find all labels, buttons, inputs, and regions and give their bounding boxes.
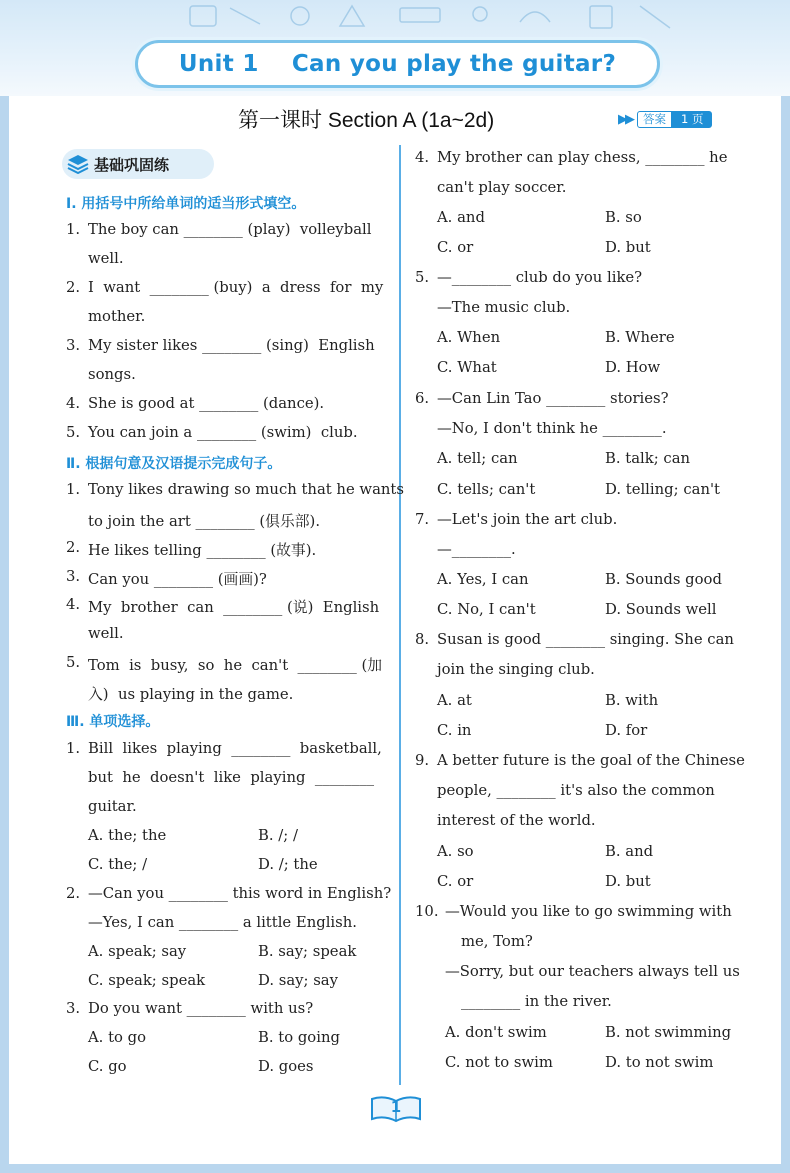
question-number: 9. bbox=[415, 752, 430, 769]
unit-title: Unit 1 Can you play the guitar? bbox=[178, 51, 617, 77]
option-b[interactable]: B. Where bbox=[605, 329, 675, 346]
option-d[interactable]: D. How bbox=[605, 359, 661, 376]
question-number: 3. bbox=[66, 568, 81, 585]
question-number: 2. bbox=[66, 885, 81, 902]
column-divider bbox=[399, 145, 401, 1085]
option-a[interactable]: A. speak; say bbox=[88, 943, 187, 960]
question-number: 3. bbox=[66, 337, 81, 354]
option-b[interactable]: B. say; speak bbox=[258, 943, 357, 960]
question-number: 6. bbox=[415, 390, 430, 407]
question-number: 2. bbox=[66, 539, 81, 556]
question-number: 10. bbox=[415, 903, 439, 920]
option-d[interactable]: D. to not swim bbox=[605, 1054, 714, 1071]
question-number: 7. bbox=[415, 511, 430, 528]
question-number: 2. bbox=[66, 279, 81, 296]
part2-title: Ⅱ. 根据句意及汉语提示完成句子。 bbox=[66, 456, 282, 472]
option-b[interactable]: B. /; / bbox=[258, 827, 298, 844]
question-text: My brother can ________ (说) English bbox=[88, 599, 380, 616]
option-c[interactable]: C. the; / bbox=[88, 856, 148, 873]
part1-title: Ⅰ. 用括号中所给单词的适当形式填空。 bbox=[66, 196, 306, 212]
option-a[interactable]: A. When bbox=[437, 329, 501, 346]
block-title: 基础巩固练 bbox=[94, 155, 170, 174]
option-a[interactable]: A. don't swim bbox=[445, 1024, 547, 1041]
question-text: me, Tom? bbox=[461, 933, 533, 950]
question-text: You can join a ________ (swim) club. bbox=[88, 424, 358, 441]
double-arrow-icon: ▶▶ bbox=[618, 111, 632, 127]
question-text: well. bbox=[88, 625, 124, 642]
option-c[interactable]: C. No, I can't bbox=[437, 601, 536, 618]
question-number: 3. bbox=[66, 1000, 81, 1017]
option-b[interactable]: B. talk; can bbox=[605, 450, 691, 467]
question-text: Do you want ________ with us? bbox=[88, 1000, 314, 1017]
page-header bbox=[0, 0, 790, 96]
part3-title: Ⅲ. 单项选择。 bbox=[66, 714, 160, 730]
option-b[interactable]: B. not swimming bbox=[605, 1024, 732, 1041]
question-text: guitar. bbox=[88, 798, 137, 815]
option-a[interactable]: A. the; the bbox=[88, 827, 167, 844]
question-text: She is good at ________ (dance). bbox=[88, 395, 325, 412]
option-c[interactable]: C. What bbox=[437, 359, 497, 376]
question-text: but he doesn't like playing ________ bbox=[88, 769, 375, 786]
option-a[interactable]: A. at bbox=[437, 692, 472, 709]
question-text: —Would you like to go swimming with bbox=[445, 903, 732, 920]
question-number: 8. bbox=[415, 631, 430, 648]
option-d[interactable]: D. but bbox=[605, 239, 651, 256]
answer-label: 答案 bbox=[637, 111, 672, 128]
question-text: —Can Lin Tao ________ stories? bbox=[437, 390, 669, 407]
option-a[interactable]: A. tell; can bbox=[437, 450, 518, 467]
option-b[interactable]: B. with bbox=[605, 692, 659, 709]
question-text: —Can you ________ this word in English? bbox=[88, 885, 392, 902]
question-text: Tom is busy, so he can't ________ (加 bbox=[88, 657, 383, 674]
question-text: —Yes, I can ________ a little English. bbox=[88, 914, 357, 931]
question-text: Bill likes playing ________ basketball, bbox=[88, 740, 382, 757]
option-d[interactable]: D. Sounds well bbox=[605, 601, 717, 618]
question-text: interest of the world. bbox=[437, 812, 596, 829]
question-number: 4. bbox=[66, 596, 81, 613]
option-a[interactable]: A. so bbox=[437, 843, 474, 860]
question-text: Susan is good ________ singing. She can bbox=[437, 631, 734, 648]
option-c[interactable]: C. not to swim bbox=[445, 1054, 553, 1071]
question-text: The boy can ________ (play) volleyball bbox=[88, 221, 372, 238]
option-d[interactable]: D. telling; can't bbox=[605, 481, 720, 498]
option-d[interactable]: D. /; the bbox=[258, 856, 318, 873]
option-c[interactable]: C. or bbox=[437, 873, 474, 890]
page-number: 1 bbox=[390, 1098, 402, 1116]
answer-badge[interactable] bbox=[618, 110, 712, 128]
option-c[interactable]: C. tells; can't bbox=[437, 481, 536, 498]
block-title-pill bbox=[62, 149, 214, 179]
option-c[interactable]: C. or bbox=[437, 239, 474, 256]
question-text: —Let's join the art club. bbox=[437, 511, 618, 528]
question-text: can't play soccer. bbox=[437, 179, 567, 196]
question-number: 1. bbox=[66, 221, 81, 238]
layers-icon bbox=[62, 149, 94, 179]
section-title: 第一课时 Section A (1a~2d) bbox=[238, 109, 495, 132]
answer-page: 1 页 bbox=[672, 111, 712, 128]
unit-title-banner bbox=[135, 40, 660, 88]
option-d[interactable]: D. goes bbox=[258, 1058, 314, 1075]
question-text: to join the art ________ (俱乐部). bbox=[88, 513, 321, 530]
question-text: A better future is the goal of the Chinese bbox=[437, 752, 745, 769]
question-text: —No, I don't think he ________. bbox=[437, 420, 667, 437]
page-number-badge bbox=[368, 1093, 424, 1125]
option-c[interactable]: C. speak; speak bbox=[88, 972, 206, 989]
question-text: ________ in the river. bbox=[461, 993, 612, 1010]
option-a[interactable]: A. to go bbox=[88, 1029, 147, 1046]
question-number: 4. bbox=[66, 395, 81, 412]
question-number: 1. bbox=[66, 481, 81, 498]
question-text: He likes telling ________ (故事). bbox=[88, 542, 317, 559]
header-doodles-decoration bbox=[170, 2, 690, 32]
option-b[interactable]: B. and bbox=[605, 843, 654, 860]
option-c[interactable]: C. in bbox=[437, 722, 472, 739]
question-text: Tony likes drawing so much that he wants bbox=[88, 481, 404, 498]
question-text: —Sorry, but our teachers always tell us bbox=[445, 963, 740, 980]
question-text: well. bbox=[88, 250, 124, 267]
question-number: 5. bbox=[66, 654, 81, 671]
option-d[interactable]: D. for bbox=[605, 722, 648, 739]
question-text: I want ________ (buy) a dress for my bbox=[88, 279, 384, 296]
question-text: —________ club do you like? bbox=[437, 269, 643, 286]
question-text: people, ________ it's also the common bbox=[437, 782, 715, 799]
option-b[interactable]: B. Sounds good bbox=[605, 571, 722, 588]
option-c[interactable]: C. go bbox=[88, 1058, 127, 1075]
question-text: —The music club. bbox=[437, 299, 571, 316]
question-text: Can you ________ (画画)? bbox=[88, 571, 267, 588]
option-b[interactable]: B. to going bbox=[258, 1029, 340, 1046]
question-text: My brother can play chess, ________ he bbox=[437, 149, 728, 166]
option-a[interactable]: A. and bbox=[437, 209, 485, 226]
question-text: —________. bbox=[437, 541, 516, 558]
option-b[interactable]: B. so bbox=[605, 209, 642, 226]
option-a[interactable]: A. Yes, I can bbox=[437, 571, 529, 588]
question-text: mother. bbox=[88, 308, 146, 325]
question-text: songs. bbox=[88, 366, 136, 383]
question-number: 4. bbox=[415, 149, 430, 166]
option-d[interactable]: D. say; say bbox=[258, 972, 338, 989]
question-text: join the singing club. bbox=[437, 661, 595, 678]
question-text: 入) us playing in the game. bbox=[88, 686, 294, 703]
question-text: My sister likes ________ (sing) English bbox=[88, 337, 375, 354]
question-number: 5. bbox=[415, 269, 430, 286]
option-d[interactable]: D. but bbox=[605, 873, 651, 890]
question-number: 1. bbox=[66, 740, 81, 757]
question-number: 5. bbox=[66, 424, 81, 441]
